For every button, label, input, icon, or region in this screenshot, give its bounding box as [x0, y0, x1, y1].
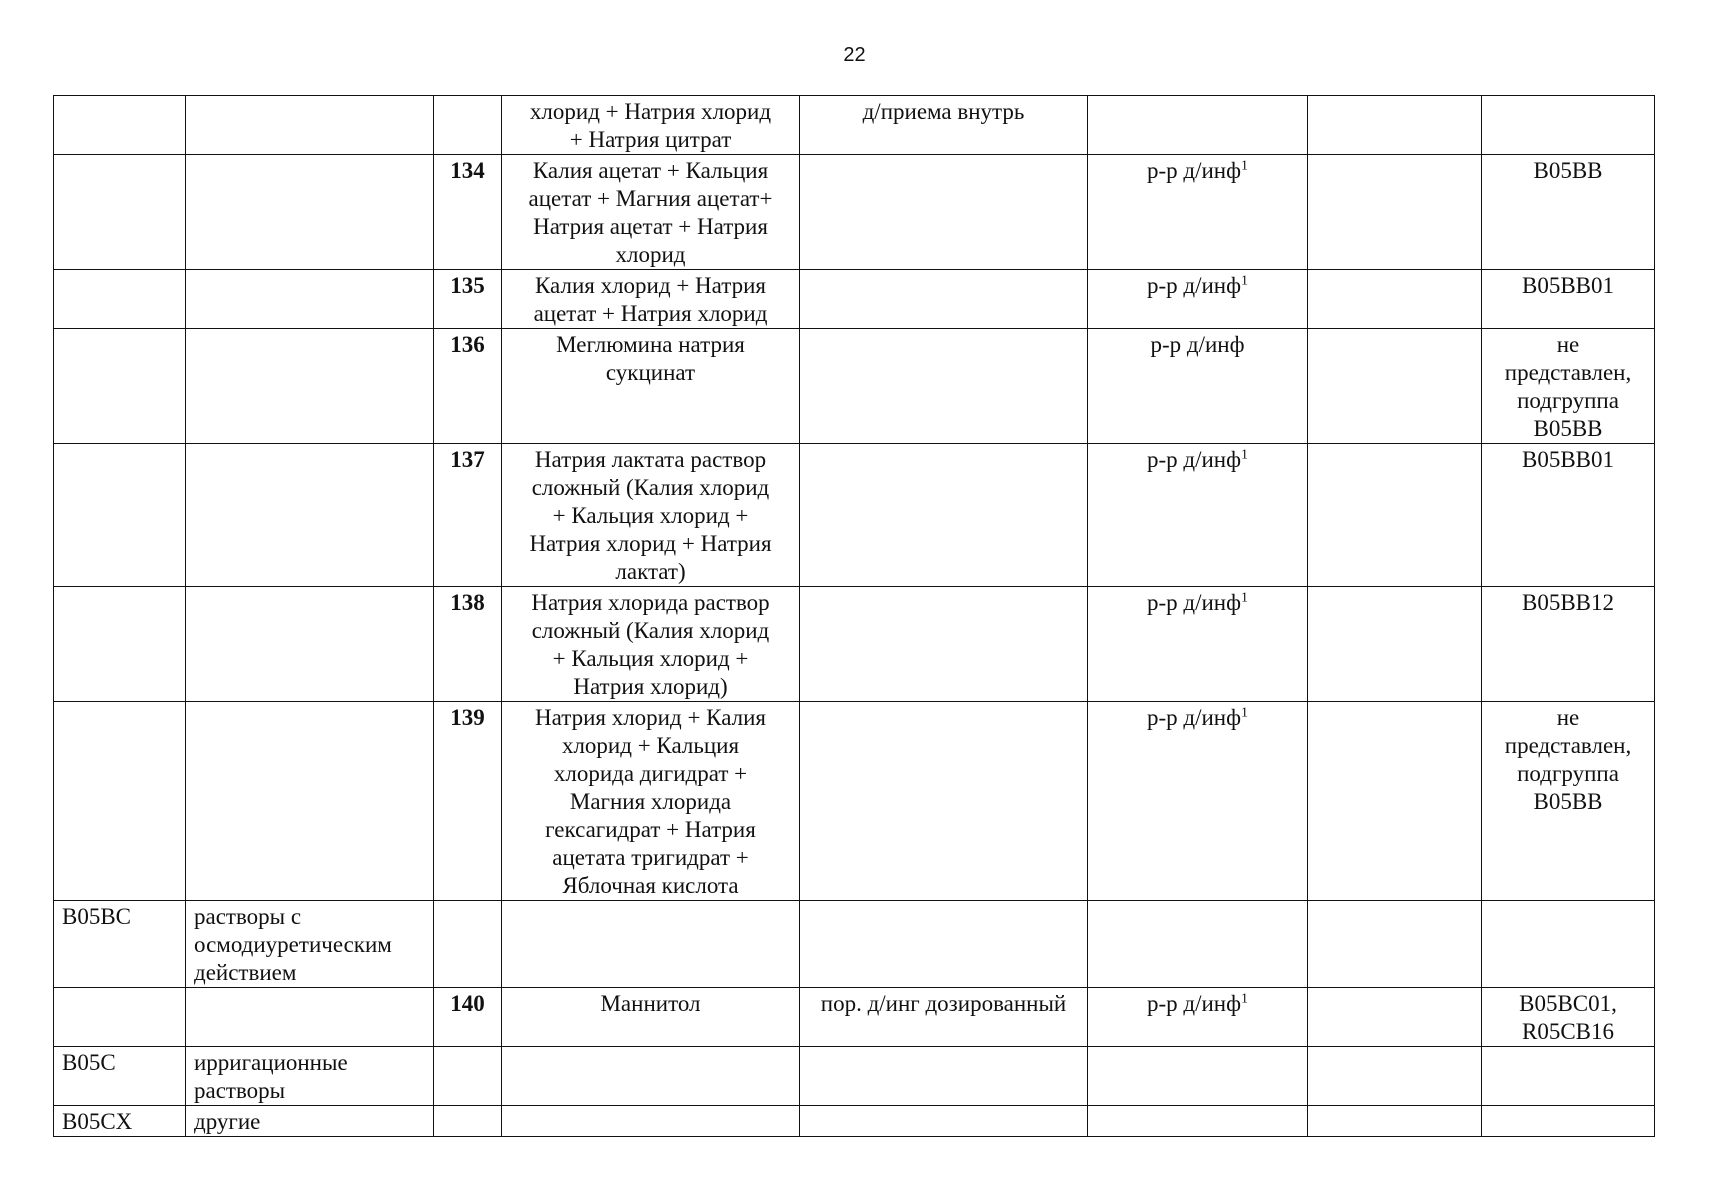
- atc-code-cell: [1482, 155, 1655, 270]
- cell-line: ацетат + Магния ацетат+: [528, 186, 773, 211]
- dosage-form-cell: [800, 329, 1088, 444]
- drug-name-cell: [502, 270, 800, 329]
- atc-group-name-cell: [186, 96, 434, 155]
- item-number-cell: [434, 444, 502, 587]
- item-number-cell: [434, 702, 502, 901]
- form-text: р-р д/инф: [1146, 590, 1242, 615]
- atc-code-cell: [1482, 702, 1655, 901]
- dosage-form-cell: [800, 444, 1088, 587]
- cell-line: B05C: [62, 1050, 116, 1075]
- cell-line: 134: [450, 158, 485, 183]
- cell-line: Яблочная кислота: [562, 873, 739, 898]
- cell-line: Меглюмина натрия: [556, 332, 745, 357]
- atc-group-code-cell: [54, 270, 186, 329]
- cell-line: хлорид + Натрия хлорид: [529, 99, 772, 124]
- cell-line: хлорида дигидрат +: [553, 761, 748, 786]
- cell-line: B05BB: [1533, 789, 1603, 814]
- cell-line: 137: [450, 447, 485, 472]
- cell-line: Натрия хлорид + Калия: [535, 705, 766, 730]
- cell-line: B05BB01: [1521, 273, 1615, 298]
- atc-group-name-cell: [186, 988, 434, 1047]
- atc-group-name-cell: [186, 1106, 434, 1137]
- atc-group-code-cell: [54, 587, 186, 702]
- table-row: [54, 1106, 1655, 1137]
- cell-line: B05BB: [1533, 416, 1603, 441]
- table-row: [54, 1047, 1655, 1106]
- atc-code-cell: [1482, 96, 1655, 155]
- dosage-form-cell: [800, 988, 1088, 1047]
- dosage-form-cell: [800, 270, 1088, 329]
- infusion-form-cell: [1088, 444, 1308, 587]
- atc-group-name-cell: [186, 444, 434, 587]
- atc-code-cell: [1482, 587, 1655, 702]
- atc-group-name-cell: [186, 1047, 434, 1106]
- cell-line: гексагидрат + Натрия: [545, 817, 756, 842]
- atc-group-code-cell: [54, 329, 186, 444]
- footnote-marker: 1: [1241, 705, 1249, 721]
- item-number-cell: [434, 901, 502, 988]
- cell-line: + Кальция хлорид +: [552, 646, 749, 671]
- dosage-form-cell: [800, 1047, 1088, 1106]
- atc-code-cell: [1482, 901, 1655, 988]
- cell-line: сложный (Калия хлорид: [531, 618, 770, 643]
- footnote-marker: 1: [1241, 447, 1249, 463]
- cell-line: Натрия лактата раствор: [534, 447, 767, 472]
- extra-form-cell: [1308, 444, 1482, 587]
- dosage-form-cell: [800, 155, 1088, 270]
- dosage-form-cell: [800, 901, 1088, 988]
- form-text: р-р д/инф: [1146, 705, 1242, 730]
- atc-group-code-cell: [54, 988, 186, 1047]
- cell-line: Маннитол: [600, 991, 701, 1016]
- atc-group-name-cell: [186, 702, 434, 901]
- extra-form-cell: [1308, 1047, 1482, 1106]
- atc-code-cell: [1482, 270, 1655, 329]
- table-row: [54, 444, 1655, 587]
- table-body: [54, 96, 1655, 1137]
- cell-line: 136: [450, 332, 485, 357]
- cell-line: сложный (Калия хлорид: [531, 475, 770, 500]
- drug-name-cell: [502, 444, 800, 587]
- atc-group-name-cell: [186, 155, 434, 270]
- cell-line: + Кальция хлорид +: [552, 503, 749, 528]
- infusion-form-cell: [1088, 329, 1308, 444]
- extra-form-cell: [1308, 329, 1482, 444]
- infusion-form-cell: [1088, 96, 1308, 155]
- drug-name-cell: [502, 155, 800, 270]
- cell-line: Натрия хлорид + Натрия: [529, 531, 772, 556]
- atc-group-code-cell: [54, 444, 186, 587]
- extra-form-cell: [1308, 988, 1482, 1047]
- drug-name-cell: [502, 1047, 800, 1106]
- cell-line: B05BB: [1533, 158, 1603, 183]
- cell-line: ацетата тригидрат +: [552, 845, 749, 870]
- cell-line: Калия ацетат + Кальция: [532, 158, 769, 183]
- item-number-cell: [434, 988, 502, 1047]
- cell-line: д/приема внутрь: [862, 99, 1025, 124]
- cell-line: хлорид + Кальция: [561, 733, 740, 758]
- cell-line: представлен,: [1504, 733, 1632, 758]
- footnote-marker: 1: [1241, 590, 1249, 606]
- drug-name-cell: [502, 901, 800, 988]
- dosage-form-cell: [800, 96, 1088, 155]
- table-row: [54, 587, 1655, 702]
- infusion-form-cell: [1088, 988, 1308, 1047]
- table-row: [54, 702, 1655, 901]
- atc-group-code-cell: [54, 1047, 186, 1106]
- item-number-cell: [434, 96, 502, 155]
- form-text: р-р д/инф: [1146, 447, 1242, 472]
- atc-group-name-cell: [186, 901, 434, 988]
- cell-line: представлен,: [1504, 360, 1632, 385]
- cell-line: осмодиуретическим: [194, 932, 392, 957]
- atc-group-code-cell: [54, 901, 186, 988]
- cell-line: растворы: [194, 1078, 286, 1103]
- atc-code-cell: [1482, 329, 1655, 444]
- cell-line: R05CB16: [1521, 1019, 1615, 1044]
- form-text: р-р д/инф: [1146, 991, 1242, 1016]
- cell-line: + Натрия цитрат: [569, 127, 732, 152]
- cell-line: пор. д/инг дозированный: [820, 991, 1067, 1016]
- form-text: р-р д/инф: [1150, 332, 1245, 357]
- extra-form-cell: [1308, 901, 1482, 988]
- table-row: [54, 329, 1655, 444]
- atc-group-code-cell: [54, 96, 186, 155]
- item-number-cell: [434, 1047, 502, 1106]
- drug-name-cell: [502, 1106, 800, 1137]
- cell-line: B05BC01,: [1519, 991, 1617, 1016]
- page-number: 22: [843, 44, 866, 66]
- atc-group-name-cell: [186, 270, 434, 329]
- cell-line: Натрия хлорид): [573, 674, 728, 699]
- table-row: [54, 155, 1655, 270]
- item-number-cell: [434, 329, 502, 444]
- dosage-form-cell: [800, 1106, 1088, 1137]
- cell-line: другие: [194, 1109, 261, 1134]
- cell-line: B05BC: [62, 904, 132, 929]
- item-number-cell: [434, 270, 502, 329]
- cell-line: лактат): [615, 559, 686, 584]
- drug-name-cell: [502, 96, 800, 155]
- atc-code-cell: [1482, 444, 1655, 587]
- atc-code-cell: [1482, 988, 1655, 1047]
- cell-line: растворы с: [194, 904, 302, 929]
- footnote-marker: 1: [1241, 158, 1249, 174]
- cell-line: B05CX: [62, 1109, 133, 1134]
- cell-line: 139: [450, 705, 485, 730]
- extra-form-cell: [1308, 1106, 1482, 1137]
- atc-code-cell: [1482, 1106, 1655, 1137]
- cell-line: Натрия ацетат + Натрия: [533, 214, 768, 239]
- cell-line: сукцинат: [605, 360, 696, 385]
- extra-form-cell: [1308, 96, 1482, 155]
- cell-line: хлорид: [615, 242, 686, 267]
- cell-line: B05BB12: [1521, 590, 1615, 615]
- atc-group-name-cell: [186, 329, 434, 444]
- drug-table: [53, 95, 1655, 1137]
- infusion-form-cell: [1088, 901, 1308, 988]
- infusion-form-cell: [1088, 270, 1308, 329]
- cell-line: 140: [450, 991, 485, 1016]
- infusion-form-cell: [1088, 702, 1308, 901]
- item-number-cell: [434, 155, 502, 270]
- form-text: р-р д/инф: [1146, 273, 1242, 298]
- cell-line: Магния хлорида: [569, 789, 732, 814]
- infusion-form-cell: [1088, 1106, 1308, 1137]
- drug-name-cell: [502, 329, 800, 444]
- atc-group-code-cell: [54, 155, 186, 270]
- cell-line: 135: [450, 273, 485, 298]
- infusion-form-cell: [1088, 155, 1308, 270]
- atc-group-code-cell: [54, 702, 186, 901]
- cell-line: подгруппа: [1517, 761, 1619, 786]
- footnote-marker: 1: [1241, 991, 1249, 1007]
- cell-line: 138: [450, 590, 485, 615]
- cell-line: Натрия хлорида раствор: [531, 590, 770, 615]
- extra-form-cell: [1308, 702, 1482, 901]
- cell-line: B05BB01: [1521, 447, 1615, 472]
- table-row: [54, 901, 1655, 988]
- dosage-form-cell: [800, 702, 1088, 901]
- atc-group-name-cell: [186, 587, 434, 702]
- extra-form-cell: [1308, 587, 1482, 702]
- infusion-form-cell: [1088, 587, 1308, 702]
- cell-line: не: [1556, 705, 1580, 730]
- table-row: [54, 988, 1655, 1047]
- item-number-cell: [434, 587, 502, 702]
- atc-group-code-cell: [54, 1106, 186, 1137]
- cell-line: ацетат + Натрия хлорид: [533, 301, 768, 326]
- cell-line: не: [1556, 332, 1580, 357]
- dosage-form-cell: [800, 587, 1088, 702]
- cell-line: Калия хлорид + Натрия: [535, 273, 766, 298]
- infusion-form-cell: [1088, 1047, 1308, 1106]
- drug-name-cell: [502, 988, 800, 1047]
- drug-name-cell: [502, 587, 800, 702]
- form-text: р-р д/инф: [1146, 158, 1242, 183]
- extra-form-cell: [1308, 270, 1482, 329]
- footnote-marker: 1: [1241, 273, 1249, 289]
- cell-line: действием: [194, 960, 297, 985]
- extra-form-cell: [1308, 155, 1482, 270]
- drug-name-cell: [502, 702, 800, 901]
- table-row: [54, 270, 1655, 329]
- atc-code-cell: [1482, 1047, 1655, 1106]
- table-row: [54, 96, 1655, 155]
- cell-line: подгруппа: [1517, 388, 1619, 413]
- cell-line: ирригационные: [194, 1050, 348, 1075]
- item-number-cell: [434, 1106, 502, 1137]
